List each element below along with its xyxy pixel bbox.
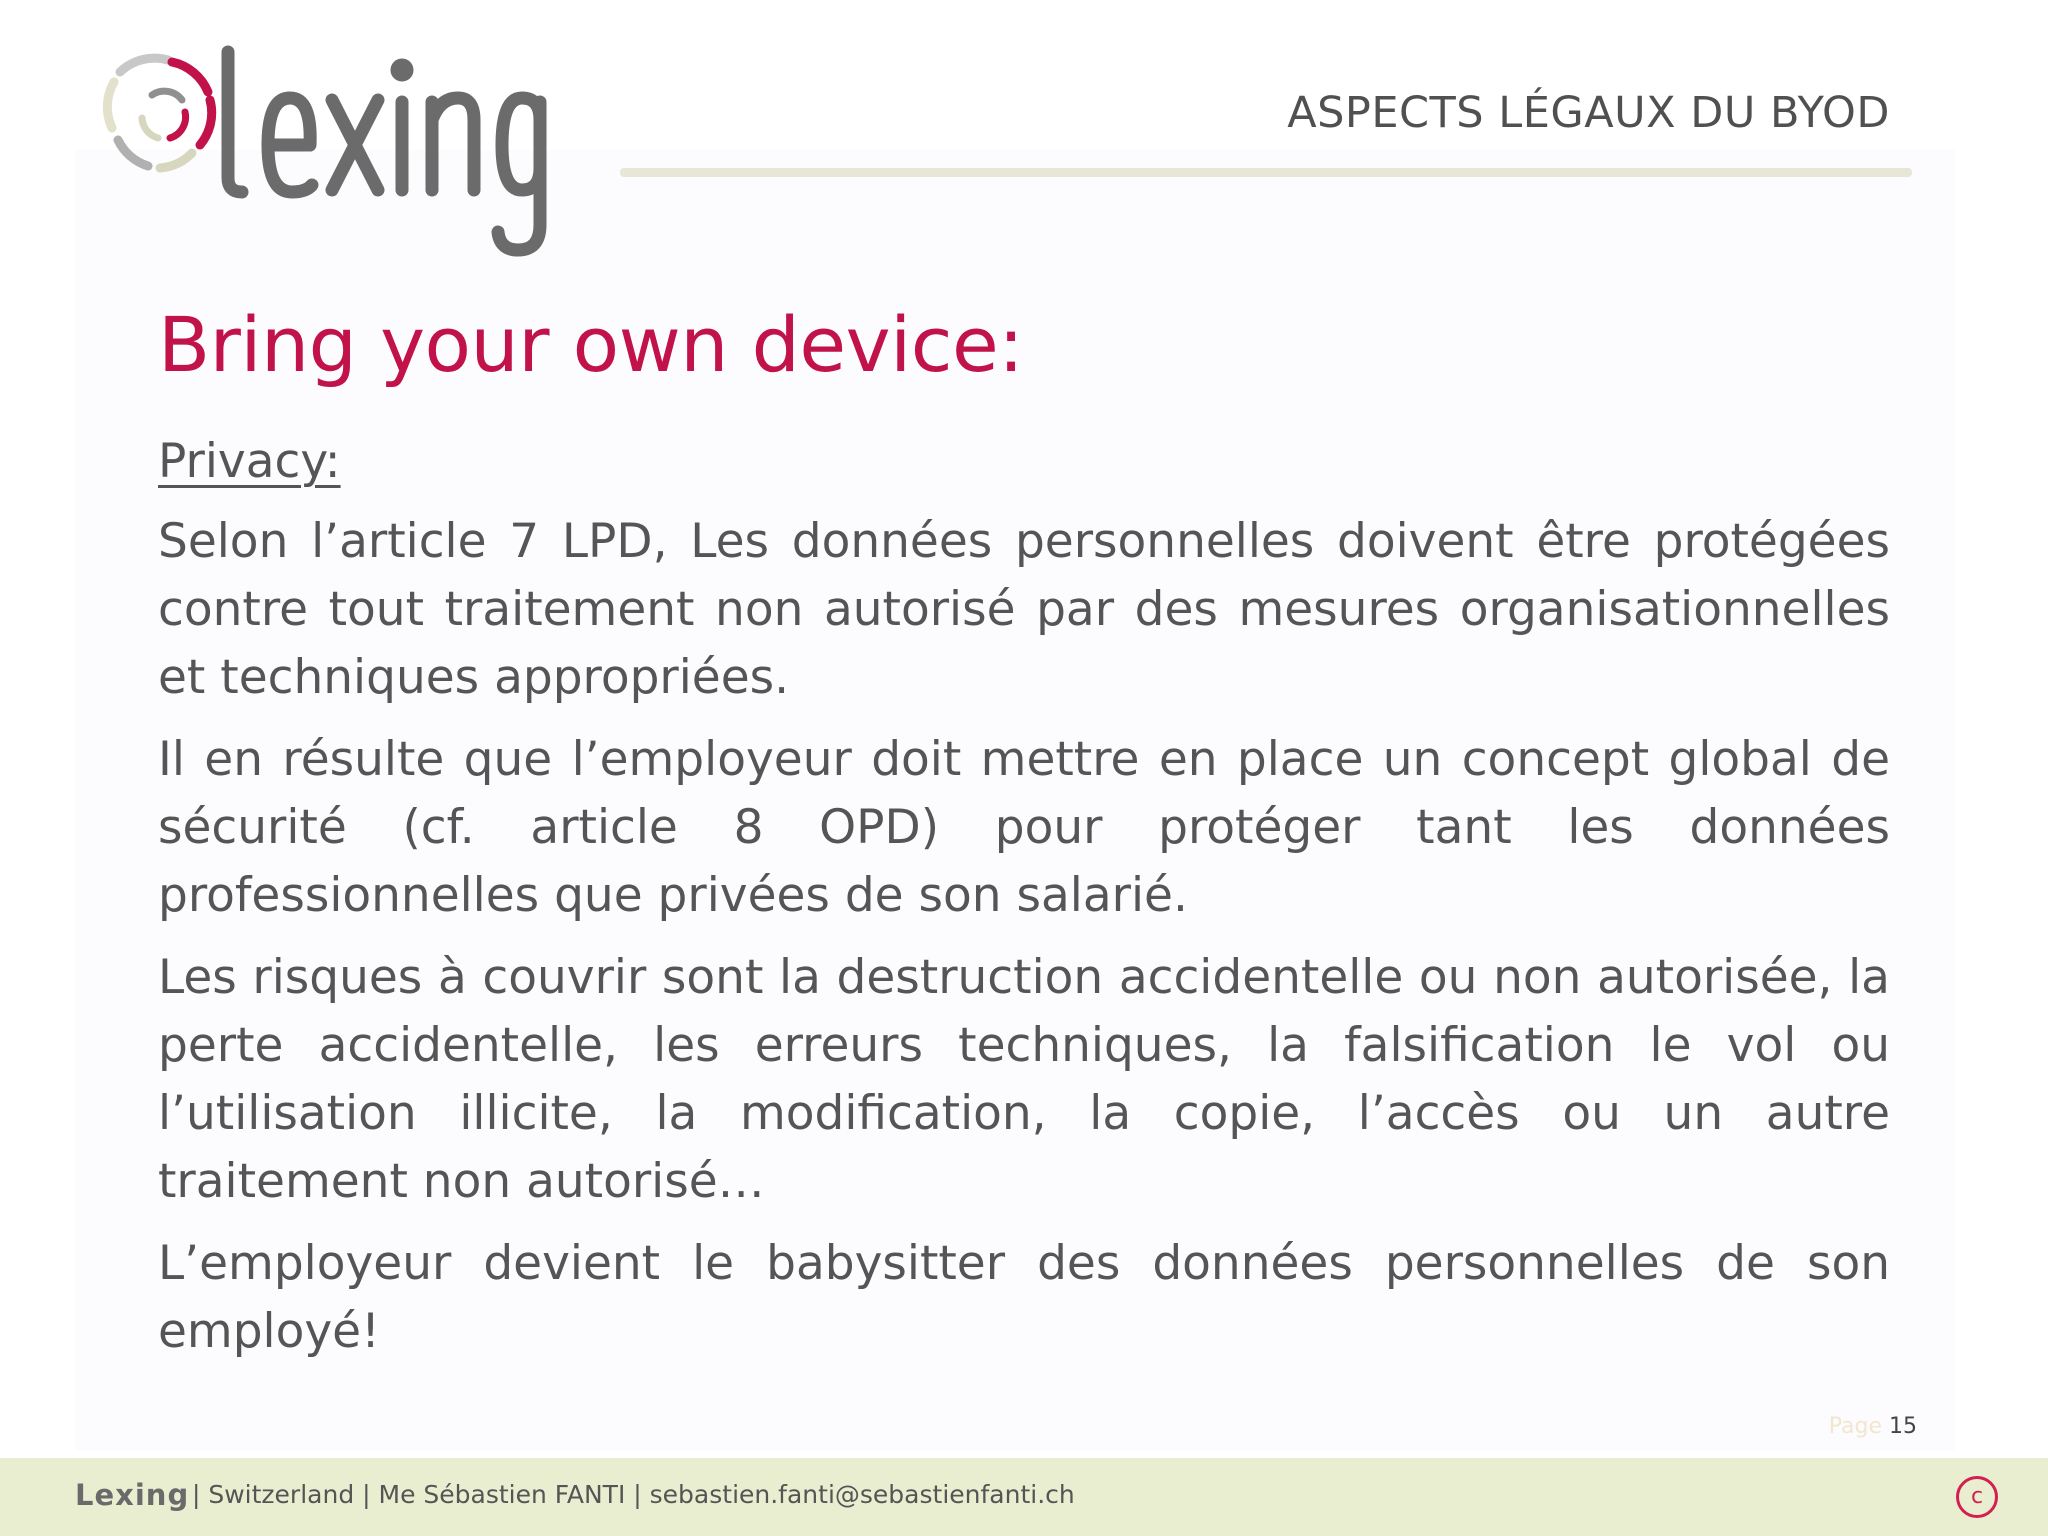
presentation-title: ASPECTS LÉGAUX DU BYOD [1287,88,1890,138]
lexing-logo-icon [60,20,620,270]
section-subheading: Privacy: [158,434,341,489]
header-divider [620,168,1912,177]
page-number-value: 15 [1889,1414,1917,1439]
footer-brand: Lexing [75,1478,190,1512]
page-number [1829,1414,1917,1439]
copyright-icon: c [1956,1476,1998,1518]
paragraph: Il en résulte que l’employeur doit mettre en place un concept global de sécurité (cf. article 8 OPD) pour protéger tant les données professionnelles que privées de son salarié. [158,732,1890,923]
paragraph: Les risques à couvrir sont la destruction accidentelle ou non autorisée, la perte accidentelle, les erreurs techniques, la falsification le vol ou l’utilisation illicite, la modification, la copie, l’accès ou un autre traitement non autorisé… [158,950,1890,1209]
footer [0,1458,2048,1536]
slide-body [158,428,1890,1380]
footer-contact-info: | Switzerland | Me Sébastien FANTI | sebastien.fanti@sebastienfanti.ch [192,1480,1075,1509]
paragraph: Selon l’article 7 LPD, Les données personnelles doivent être protégées contre tout traitement non autorisé par des mesures organisationnelles et techniques appropriées. [158,514,1890,705]
page-label: Page [1828,1414,1882,1439]
paragraph: L’employeur devient le babysitter des données personnelles de son employé! [158,1236,1890,1359]
slide-title: Bring your own device: [158,300,1024,389]
